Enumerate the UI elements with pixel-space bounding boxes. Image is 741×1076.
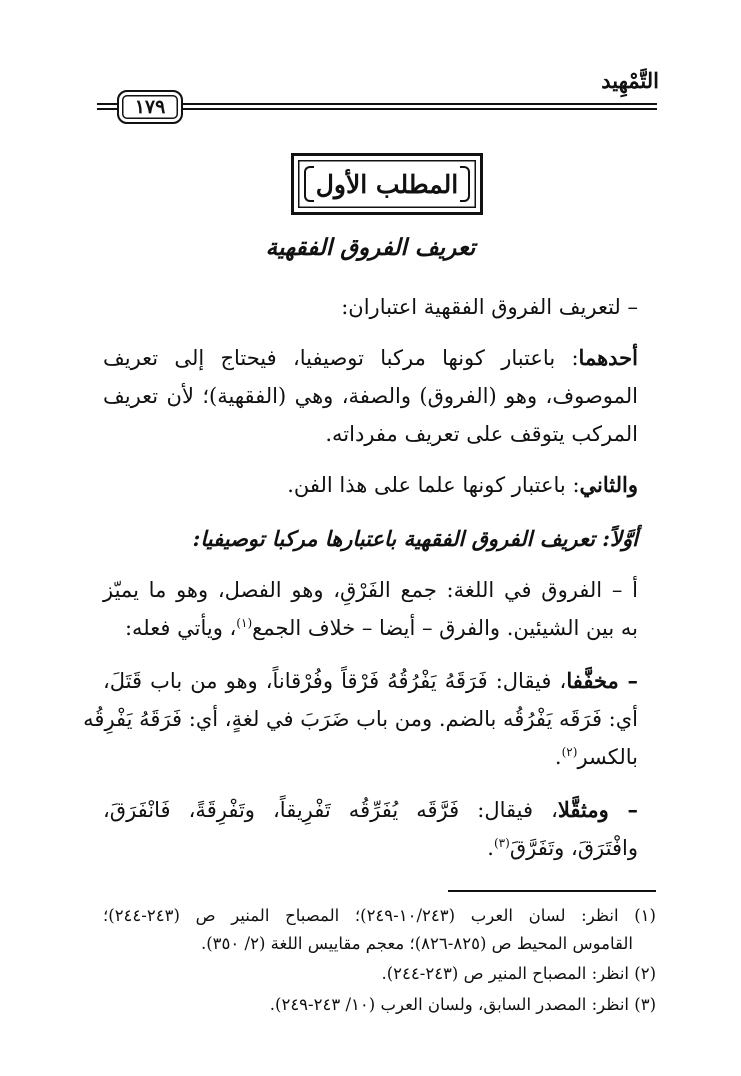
paragraph-light-lead: – مخفَّفا bbox=[566, 668, 638, 693]
footnote-1-line-1: (١) انظر: لسان العرب (١٠/٢٤٣-٢٤٩)؛ المصباح المنير ص (٢٤٣-٢٤٤)؛ bbox=[103, 906, 656, 925]
footnote-ref-2: (٢) bbox=[561, 745, 578, 759]
section-title: المطلب الأول bbox=[315, 169, 459, 199]
running-title: التَّمْهِيد bbox=[601, 68, 659, 93]
paragraph-lexical-line-2 bbox=[125, 613, 638, 643]
paragraph-second-lead: والثاني bbox=[579, 472, 638, 497]
paragraph-first-lead: أحدهما bbox=[578, 345, 638, 370]
paragraph-light-line-3-tail: . bbox=[554, 745, 562, 769]
paragraph-light-line-1-text: ، فيقال: فَرَقَهُ يَفْرُقُهُ فَرْقاً وفُرْقاناً، وهو من باب قَتَلَ، bbox=[103, 669, 567, 693]
paragraph-lexical-line-2-tail: ، ويأتي فعله: bbox=[124, 616, 237, 640]
paragraph-light-line-3 bbox=[555, 742, 638, 772]
paragraph-intro: – لتعريف الفروق الفقهية اعتباران: bbox=[341, 295, 638, 319]
page-number-frame bbox=[117, 90, 183, 124]
section-subtitle: تعريف الفروق الفقهية bbox=[265, 234, 476, 261]
paragraph-light-line-3-text: بالكسر bbox=[577, 745, 638, 769]
footnote-ref-1: (١) bbox=[236, 616, 253, 630]
paragraph-heavy-line-1 bbox=[103, 795, 638, 825]
paragraph-light-line-1 bbox=[103, 666, 638, 696]
paragraph-first-line-2: الموصوف، وهو (الفروق) والصفة، وهي (الفقهية)؛ لأن تعريف bbox=[103, 384, 638, 408]
paragraph-first-line-1 bbox=[103, 343, 638, 373]
footnote-2: (٢) انظر: المصباح المنير ص (٢٤٣-٢٤٤). bbox=[381, 964, 656, 983]
bracket-left-ornament bbox=[304, 166, 314, 202]
paragraph-heavy-line-2 bbox=[487, 833, 638, 863]
header-rule bbox=[97, 90, 657, 124]
paragraph-second bbox=[287, 470, 638, 500]
paragraph-heavy-line-2-tail: . bbox=[487, 836, 494, 860]
page-number: ١٧٩ bbox=[134, 96, 166, 118]
footnote-separator bbox=[448, 890, 656, 892]
heading-first: أوَّلاً: تعريف الفروق الفقهية باعتبارها مركبا توصيفيا: bbox=[192, 526, 638, 551]
paragraph-second-text: : باعتبار كونها علما على هذا الفن. bbox=[287, 473, 580, 497]
footnote-1-line-2: القاموس المحيط ص (٨٢٥-٨٢٦)؛ معجم مقاييس اللغة (٢/ ٣٥٠). bbox=[200, 934, 633, 953]
paragraph-heavy-line-1-text: ، فيقال: فَرَّقَه يُفَرِّقُه تَفْرِيقاً، وتَفْرِقَةً، فَانْفَرَقَ، bbox=[103, 798, 558, 822]
footnote-3: (٣) انظر: المصدر السابق، ولسان العرب (١٠/ ٢٤٣-٢٤٩). bbox=[269, 995, 656, 1014]
paragraph-lexical-line-2-text: به بين الشيئين. والفرق – أيضا – خلاف الجمع bbox=[252, 616, 638, 640]
footnote-ref-3: (٣) bbox=[493, 836, 510, 850]
paragraph-heavy-lead: – ومثقَّلا bbox=[557, 797, 638, 822]
paragraph-heavy-line-2-text: وافْتَرَقَ، وتَفَرَّقَ bbox=[509, 836, 638, 860]
paragraph-light-line-2: أي: فَرَقَه يَفْرُقُه بالضم. ومن باب ضَرَبَ في لغةٍ، أي: فَرَقَهُ يَفْرِقُه bbox=[83, 707, 638, 731]
paragraph-lexical-line-1: أ – الفروق في اللغة: جمع الفَرْقِ، وهو الفصل، وهو ما يميّز bbox=[103, 578, 638, 602]
paragraph-first-line-1-text: : باعتبار كونها مركبا توصيفيا، فيحتاج إلى تعريف bbox=[103, 346, 579, 370]
paragraph-first-line-3: المركب يتوقف على تعريف مفرداته. bbox=[325, 422, 638, 446]
bracket-right-ornament bbox=[460, 166, 470, 202]
section-title-box bbox=[291, 153, 483, 215]
